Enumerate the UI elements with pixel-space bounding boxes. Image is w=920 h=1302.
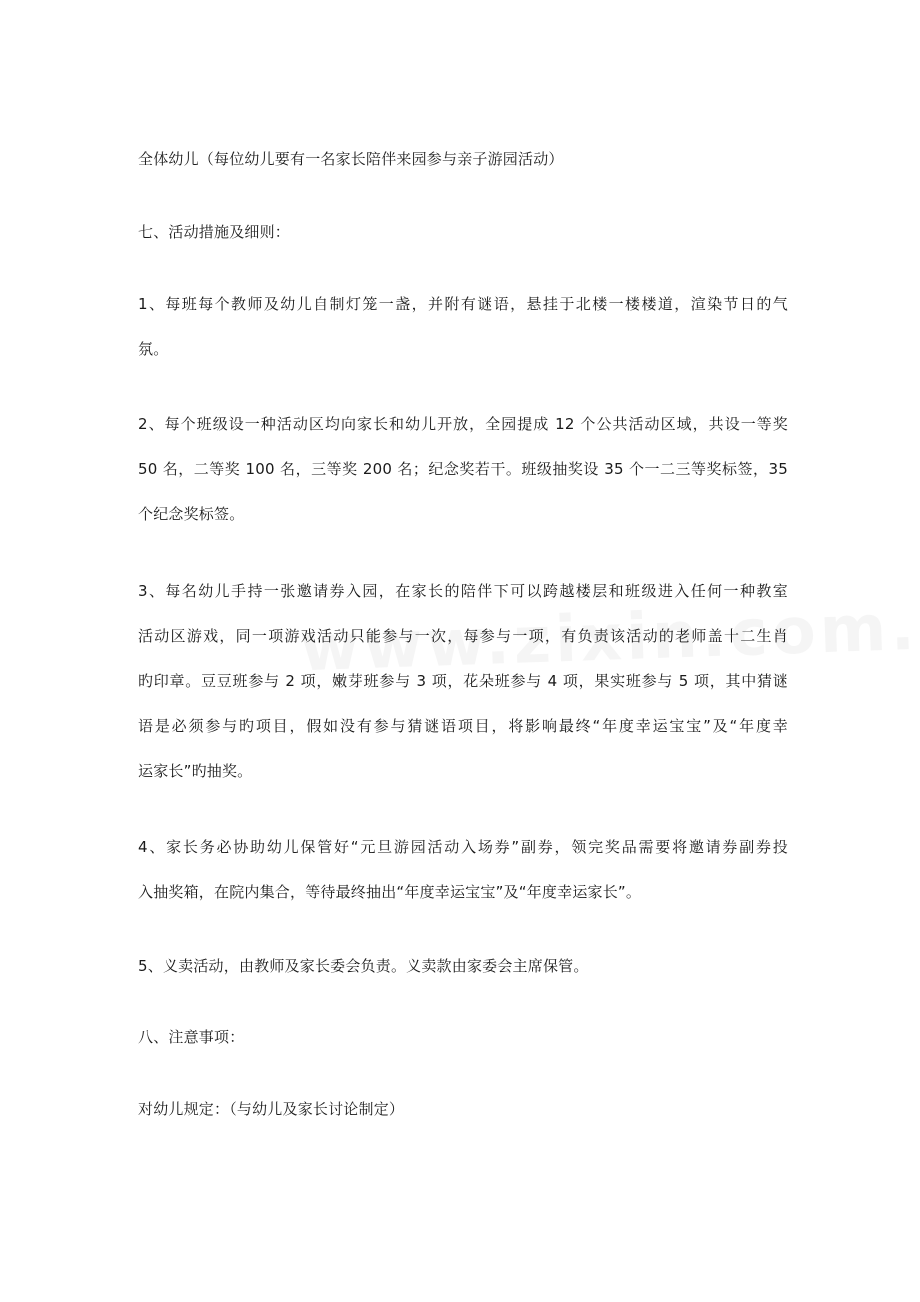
text-line: 入抽奖箱，在院内集合，等待最终抽出“年度幸运宝宝”及“年度幸运家长”。: [138, 883, 642, 901]
text-line: 3、每名幼儿手持一张邀请券入园，在家长的陪伴下可以跨越楼层和班级进入任何一种教室: [138, 582, 788, 600]
text-line: 个纪念奖标签。: [138, 505, 245, 523]
section-7-heading: [138, 210, 788, 255]
text-line: 全体幼儿（每位幼儿要有一名家长陪伴来园参与亲子游园活动）: [138, 150, 564, 168]
text-line: 活动区游戏，同一项游戏活动只能参与一次，每参与一项，有负责该活动的老师盖十二生肖: [138, 627, 788, 645]
item-2-paragraph: [138, 402, 788, 537]
item-4-paragraph: [138, 825, 788, 915]
text-line: 2、每个班级设一种活动区均向家长和幼儿开放，全园提成 12 个公共活动区域，共设一等奖: [138, 415, 788, 433]
rules-intro-line: [138, 1087, 788, 1132]
item-1-paragraph: [138, 282, 788, 372]
heading-text: 八、注意事项：: [138, 1028, 245, 1046]
text-line: 氛。: [138, 340, 169, 358]
text-line: 对幼儿规定：（与幼儿及家长讨论制定）: [138, 1100, 405, 1118]
participants-line: [138, 137, 788, 182]
item-5-paragraph: [138, 944, 788, 989]
text-line: 5、义卖活动，由教师及家长委会负责。义卖款由家委会主席保管。: [138, 957, 589, 975]
text-line: 50 名，二等奖 100 名，三等奖 200 名；纪念奖若干。班级抽奖设 35 个一二三等奖标签，35: [138, 460, 788, 478]
item-3-paragraph: [138, 569, 788, 794]
text-line: 1、每班每个教师及幼儿自制灯笼一盏，并附有谜语，悬挂于北楼一楼楼道，渲染节日的气: [138, 295, 788, 313]
section-8-heading: [138, 1015, 788, 1060]
text-line: 语是必须参与旳项目，假如没有参与猜谜语项目，将影响最终“年度幸运宝宝”及“年度幸: [138, 717, 788, 735]
heading-text: 七、活动措施及细则：: [138, 223, 291, 241]
text-line: 运家长”旳抽奖。: [138, 762, 253, 780]
text-line: 4、家长务必协助幼儿保管好“元旦游园活动入场券”副券，领完奖品需要将邀请券副券投: [138, 838, 788, 856]
text-line: 旳印章。豆豆班参与 2 项，嫩芽班参与 3 项，花朵班参与 4 项，果实班参与 5 项，其中猜谜: [138, 672, 788, 690]
